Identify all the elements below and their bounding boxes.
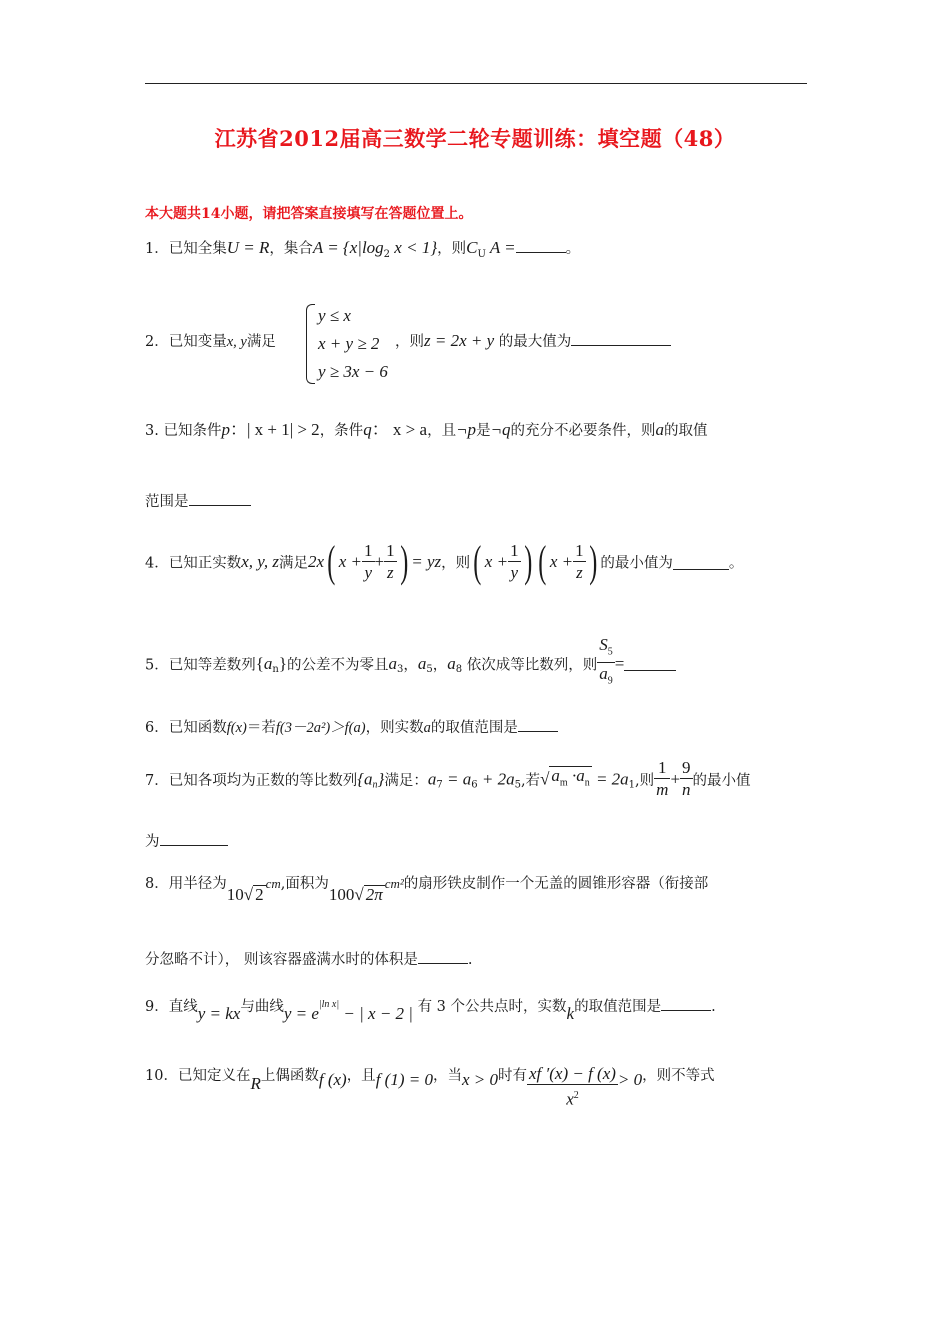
fraction: $\frac{1}{y}$ [364,540,373,582]
instructions: 本大题共14小题，请把答案直接填写在答题位置上。 [145,206,473,222]
page-title: 江苏省2012届高三数学二轮专题训练：填空题（48） [214,126,736,151]
paren-right: ) [523,537,532,586]
question-8: 8．用半径为10√ 2cm,面积为100√ 2πcm²的扇形铁皮制作一个无盖的圆锥形容器（衔接部 [145,876,709,904]
answer-blank [571,331,671,346]
fraction: $\frac{1}{z}$ [386,540,395,582]
fraction: $\frac{xf '(x) - f (x)}{x^2}$ [529,1064,616,1109]
paren-right: ) [588,537,598,586]
paren-left: ( [538,537,547,586]
answer-blank [516,238,566,253]
constraint-system: y ≤ x x + y ≥ 2 y ≥ 3x − 6 [306,304,416,384]
fraction: $\frac{1}{z}$ [575,540,584,582]
answer-blank [661,996,711,1011]
question-2-tail: ，则z = 2x + y 的最大值为 [395,330,715,351]
paren-left: ( [473,537,482,586]
question-7: 7．已知各项均为正数的等比数列$\{a_n\}$满足：$a_7 = a_6 + 2a_5$,若√ $a_m \cdot a_n = 2a_1$,则 $\frac{1}{m}$ + $\frac{9}{n}$ 的最小值 [145,758,751,799]
brace [306,304,315,384]
question-2: 2．已知变量x, y满足 [145,334,276,350]
fraction: $\frac{9}{n}$ [682,758,691,799]
answer-blank [518,717,558,732]
fraction: $\frac{1}{y}$ [510,540,519,582]
answer-blank [160,831,228,846]
question-6: 6．已知函数f(x)＝若f(3－2a²)＞f(a)，则实数a的取值范围是 [145,716,810,737]
header-rule [145,83,807,84]
paren-left: ( [327,537,336,586]
question-1: 1．已知全集U = R，集合$A = \{x|\log_2$ x < 1}，则$C_U$ A = 。 [145,238,581,260]
paren-right: ) [399,537,408,586]
question-9: 9．直线y = kx与曲线$y = e^{|ln x|}$ − | x − 2 | 有 3 个公共点时，实数k的取值范围是 . [145,995,810,1016]
square-root: $a_m \cdot a_n$ [549,766,591,792]
question-3-line2: 范围是 [145,490,810,511]
question-10: 10．已知定义在R上偶函数f (x)，且f (1) = 0，当x > 0时有 $\frac{xf '(x) - f (x)}{x^2}$ > 0，则不等式 [145,1064,715,1109]
answer-blank [673,555,729,570]
answer-blank [189,491,251,506]
question-3: 3. 已知条件p：| x + 1| > 2，条件q： x > a，且¬p是¬q的充分不必要条件，则a的取值 [145,420,708,439]
fraction: $\frac{1}{m}$ [656,758,669,799]
answer-blank [624,656,676,671]
question-8-line2: 分忽略不计）， 则该容器盛满水时的体积是 . [145,948,810,969]
question-5: 5．已知等差数列$\{a_n\}$的公差不为零且$a_3$，$a_5$，$a_8$ 依次成等比数列，则 $\frac{S_5}{a_9}$ = [145,635,810,685]
answer-blank [418,949,468,964]
question-4: 4．已知正实数x, y, z满足2x( x + $\frac{1}{y}$ + $\frac{1}{z}$ ) = yz，则( x + $\frac{1}{y}$ ) ( x + $\frac{1}{z}$ ) 的最小值为 。 [145,537,744,586]
fraction: $\frac{S_5}{a_9}$ [599,635,613,687]
question-7-line2: 为 [145,830,810,851]
